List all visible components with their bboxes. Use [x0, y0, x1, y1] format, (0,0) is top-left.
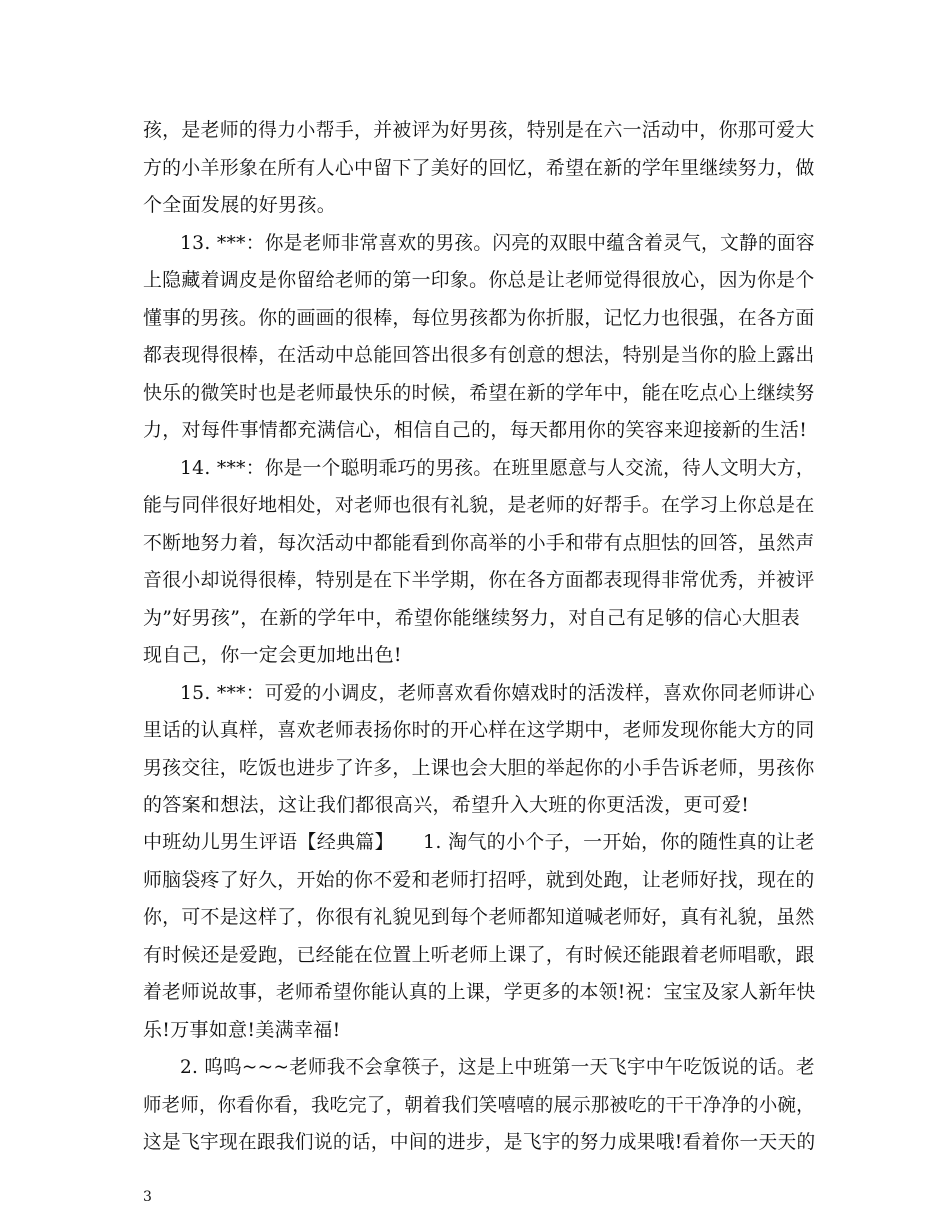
text-line: 都表现得很棒，在活动中总能回答出很多有创意的想法，特别是当你的脸上露出 [143, 344, 815, 366]
text-line: 为”好男孩”，在新的学年中，希望你能继续努力，对自己有足够的信心大胆表 [143, 607, 800, 629]
text-line: 里话的认真样，喜欢老师表扬你时的开心样在这学期中，老师发现你能大方的同 [143, 719, 815, 741]
text-line: 能与同伴很好地相处，对老师也很有礼貌，是老师的好帮手。在学习上你总是在 [143, 494, 815, 516]
text-line: 不断地努力着，每次活动中都能看到你高举的小手和带有点胆怯的回答，虽然声 [143, 532, 815, 554]
text-line: 现自己，你一定会更加地出色! [143, 644, 402, 666]
text-line: 这是飞宇现在跟我们说的话，中间的进步，是飞宇的努力成果哦!看着你一天天的 [143, 1131, 816, 1153]
text-line: 力，对每件事情都充满信心，相信自己的，每天都用你的笑容来迎接新的生活! [143, 419, 808, 441]
text-line: 15. ***：可爱的小调皮，老师喜欢看你嬉戏时的活泼样，喜欢你同老师讲心 [180, 682, 815, 704]
text-line: 男孩交往，吃饭也进步了许多，上课也会大胆的举起你的小手告诉老师，男孩你 [143, 757, 815, 779]
page-number: 3 [143, 1189, 152, 1205]
text-line: 快乐的微笑时也是老师最快乐的时候，希望在新的学年中，能在吃点心上继续努 [143, 382, 815, 404]
text-line: 着老师说故事，老师希望你能认真的上课，学更多的本领!祝：宝宝及家人新年快 [143, 981, 816, 1003]
text-line: 上隐藏着调皮是你留给老师的第一印象。你总是让老师觉得很放心，因为你是个 [143, 269, 815, 291]
text-line: 方的小羊形象在所有人心中留下了美好的回忆，希望在新的学年里继续努力，做 [143, 157, 815, 179]
section-heading-line: 中班幼儿男生评语【经典篇】 1. 淘气的小个子，一开始，你的随性真的让老 [143, 831, 815, 853]
text-line: 14. ***：你是一个聪明乖巧的男孩。在班里愿意与人交流，待人文明大方， [180, 457, 815, 479]
text-line: 你，可不是这样了，你很有礼貌见到每个老师都知道喊老师好，真有礼貌，虽然 [143, 906, 815, 928]
text-line: 2. 呜呜~~~老师我不会拿筷子，这是上中班第一天飞宇中午吃饭说的话。老 [180, 1056, 815, 1078]
text-line: 有时候还是爱跑，已经能在位置上听老师上课了，有时候还能跟着老师唱歌，跟 [143, 944, 815, 966]
text-line: 音很小却说得很棒，特别是在下半学期，你在各方面都表现得非常优秀，并被评 [143, 569, 815, 591]
text-line: 13. ***：你是老师非常喜欢的男孩。闪亮的双眼中蕴含着灵气，文静的面容 [180, 232, 815, 254]
text-line: 懂事的男孩。你的画画的很棒，每位男孩都为你折服，记忆力也很强，在各方面 [143, 307, 815, 329]
text-line: 个全面发展的好男孩。 [143, 194, 337, 216]
text-line: 的答案和想法，这让我们都很高兴，希望升入大班的你更活泼，更可爱! [143, 794, 750, 816]
text-line: 乐!万事如意!美满幸福! [143, 1019, 341, 1041]
text-line: 孩，是老师的得力小帮手，并被评为好男孩，特别是在六一活动中，你那可爱大 [143, 119, 815, 141]
text-line: 师老师，你看你看，我吃完了，朝着我们笑嘻嘻的展示那被吃的干干净净的小碗， [143, 1094, 815, 1116]
text-line: 师脑袋疼了好久，开始的你不爱和老师打招呼，就到处跑，让老师好找，现在的 [143, 869, 815, 891]
